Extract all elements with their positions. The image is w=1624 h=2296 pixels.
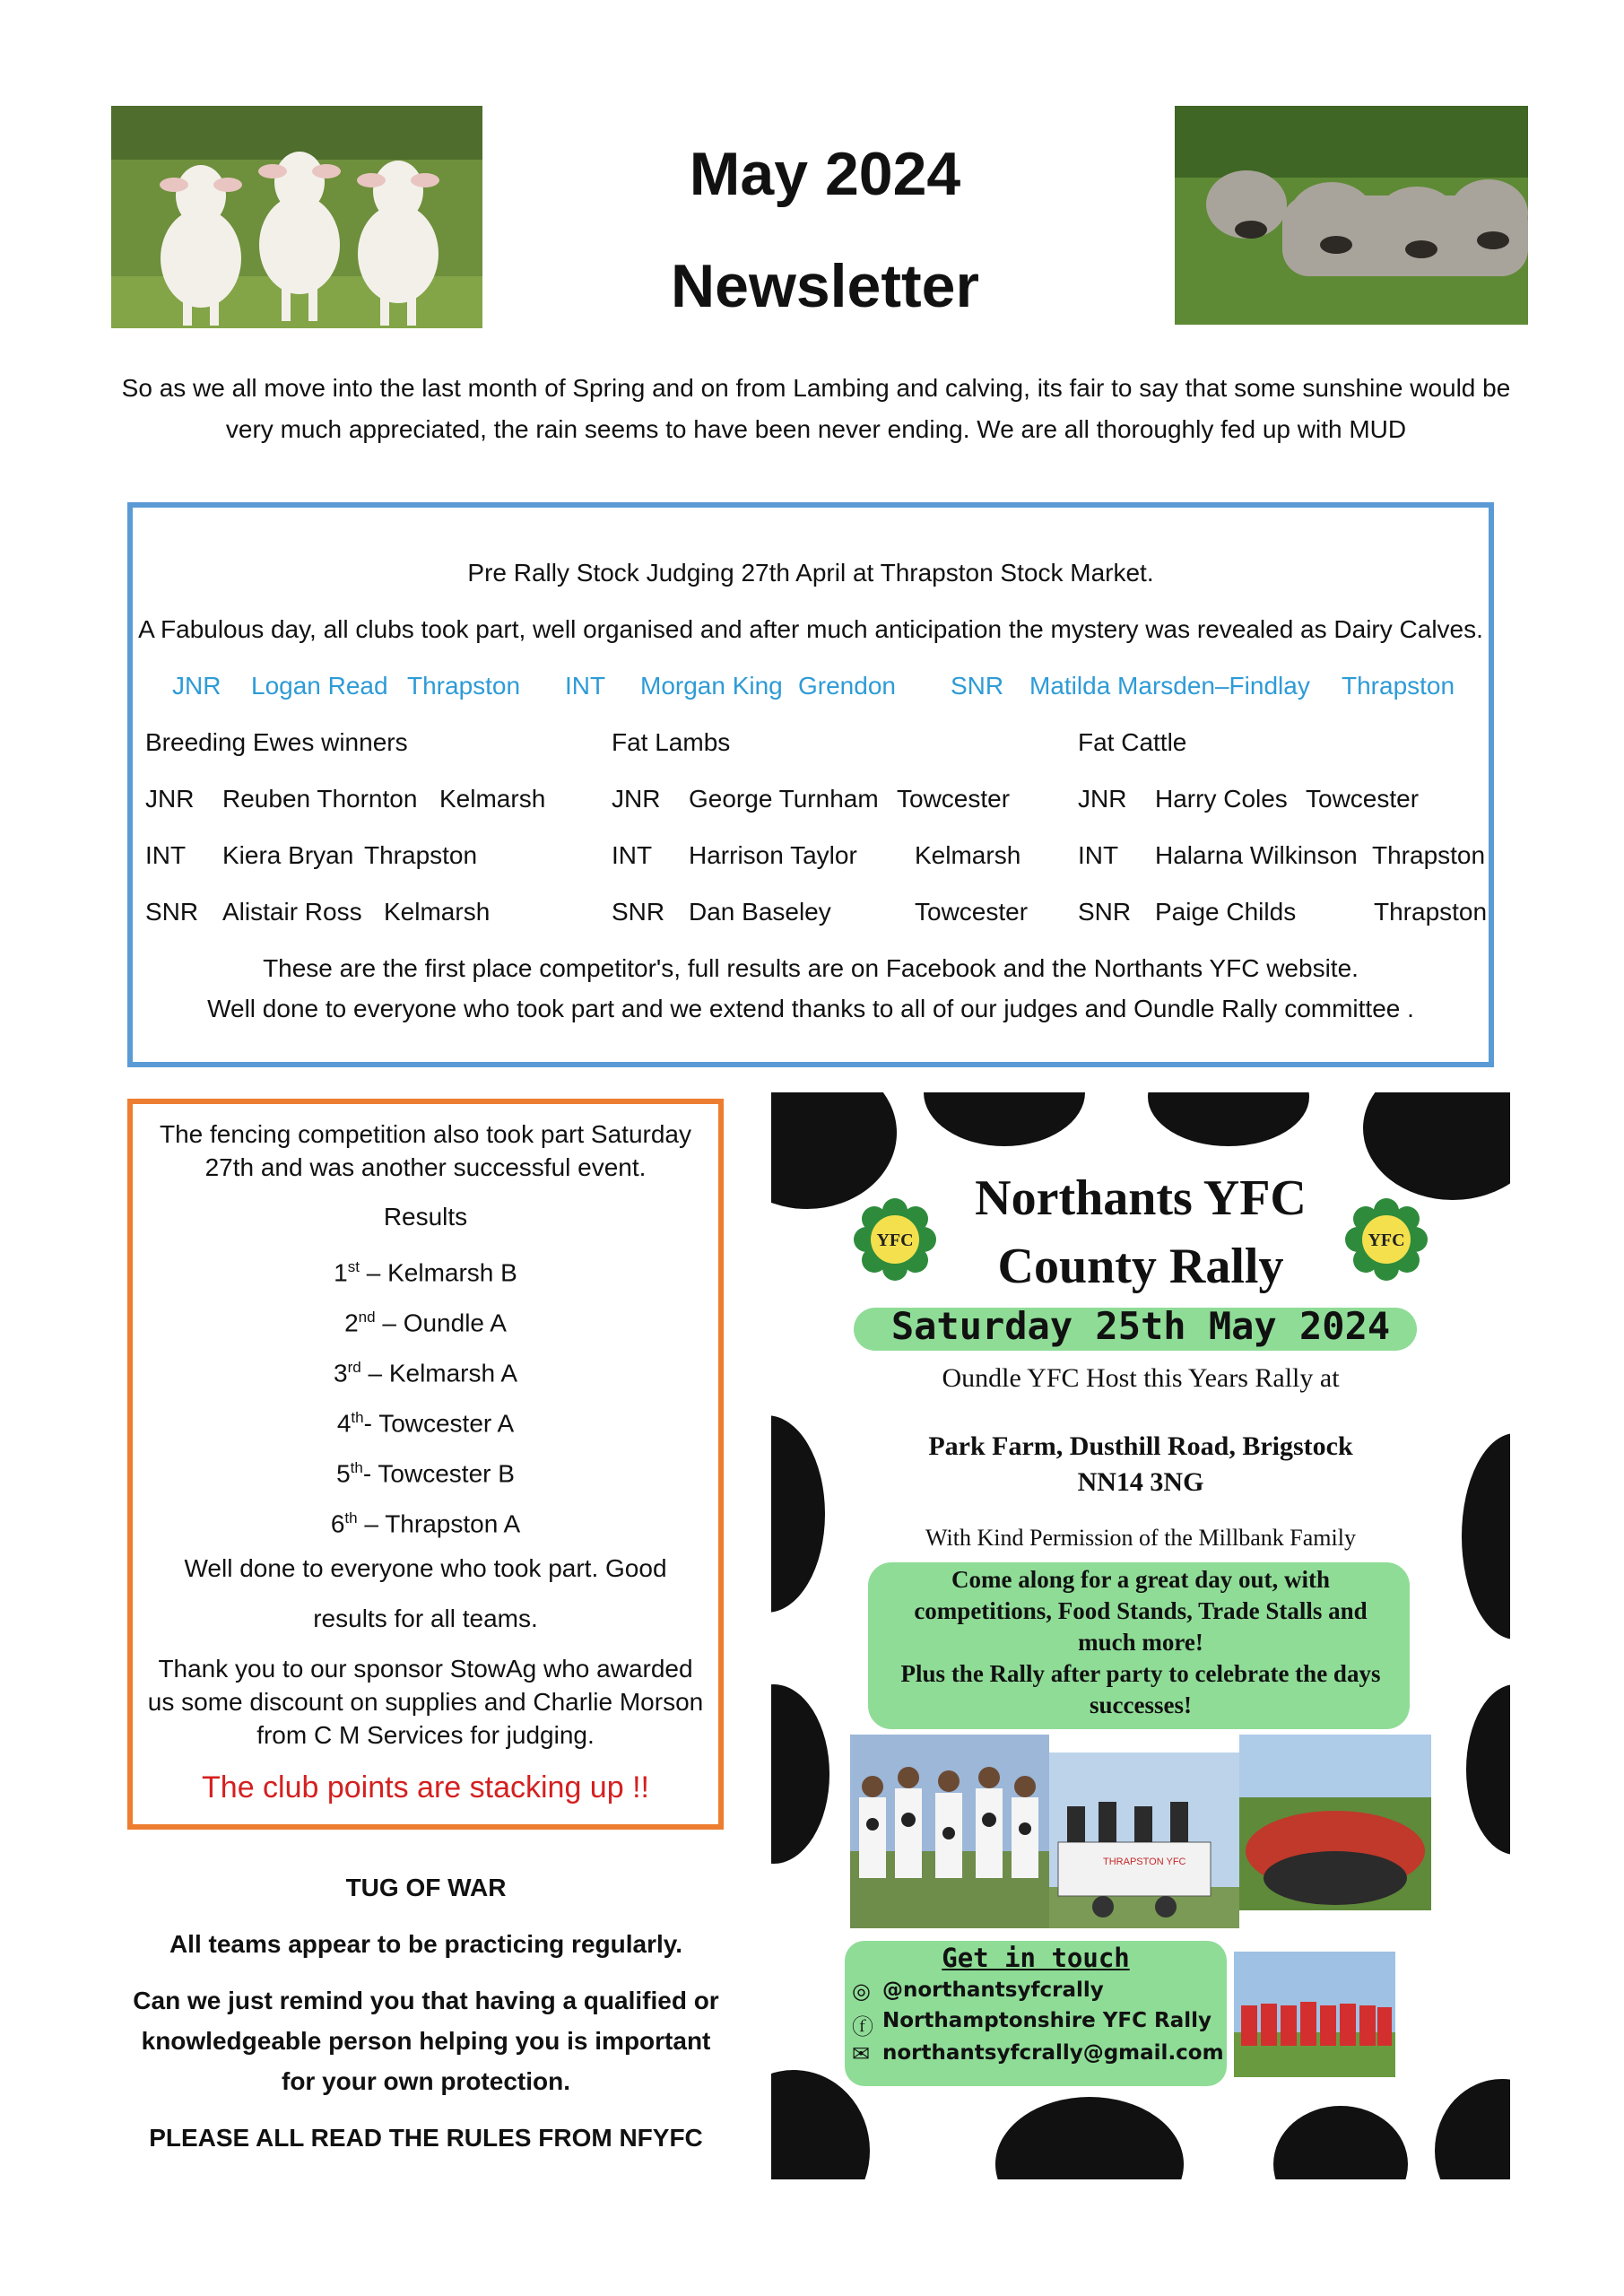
stock-judging-heading: Pre Rally Stock Judging 27th April at Thrapston Stock Market.: [467, 559, 1154, 587]
result-row: 6th – Thrapston A: [330, 1509, 521, 1538]
lambs-age: JNR: [612, 785, 661, 813]
cattle-club: Towcester: [1306, 785, 1420, 813]
tug-of-war-text: Can we just remind you that having a qualified or: [133, 1987, 719, 2014]
permission-text: With Kind Permission of the Millbank Family: [925, 1525, 1356, 1551]
instagram-icon: ◎: [852, 1979, 871, 2004]
results-label: Results: [383, 1203, 468, 1231]
venue-postcode: NN14 3NG: [1077, 1467, 1204, 1497]
tug-of-war-text: knowledgeable person helping you is important: [141, 2027, 711, 2055]
instagram-handle: @northantsyfcrally: [882, 1979, 1104, 2002]
dairy-club-int: Grendon: [798, 672, 896, 700]
facebook-page: Northamptonshire YFC Rally: [882, 2009, 1212, 2032]
result-row: 2nd – Oundle A: [344, 1309, 507, 1337]
tug-of-war-text: All teams appear to be practicing regularly.: [169, 1930, 683, 1958]
promo-text: much more!: [1078, 1629, 1203, 1656]
cattle-name: Halarna Wilkinson: [1155, 841, 1358, 869]
ewes-name: Kiera Bryan: [222, 841, 354, 869]
promo-text: Plus the Rally after party to celebrate the days: [900, 1660, 1381, 1687]
contact-heading: Get in touch: [942, 1943, 1130, 1973]
ewes-club: Kelmarsh: [384, 898, 491, 926]
dairy-name-jnr: Logan Read: [251, 672, 388, 700]
dairy-name-snr: Matilda Marsden–Findlay: [1029, 672, 1310, 700]
lambs-club: Kelmarsh: [915, 841, 1021, 869]
cattle-age: SNR: [1078, 898, 1132, 926]
dairy-club-jnr: Thrapston: [407, 672, 521, 700]
breeding-ewes-title: Breeding Ewes winners: [145, 728, 408, 756]
stock-judging-thanks: Well done to everyone who took part and we extend thanks to all of our judges and Oundle Rally committee .: [207, 995, 1414, 1022]
result-row: 5th- Towcester B: [336, 1459, 515, 1488]
svg-text:YFC: YFC: [876, 1231, 914, 1250]
ewes-name: Reuben Thornton: [222, 785, 418, 813]
result-row: 4th- Towcester A: [336, 1409, 515, 1438]
host-text: Oundle YFC Host this Years Rally at: [942, 1363, 1340, 1393]
intro-paragraph: So as we all move into the last month of Spring and on from Lambing and calving, its fair to say that some sunshine would be very much appreciated, the rain seems to have been never ending. We are all thoroughly fed up with MUD: [121, 374, 1511, 443]
well-done-text: Well done to everyone who took part. Good: [184, 1554, 667, 1582]
lambs-club: Towcester: [915, 898, 1029, 926]
ewes-age: SNR: [145, 898, 199, 926]
cattle-age: INT: [1078, 841, 1119, 869]
tug-of-war-rules: PLEASE ALL READ THE RULES FROM NFYFC: [149, 2124, 703, 2152]
fencing-box: [127, 1099, 724, 1830]
lambs-name: Harrison Taylor: [689, 841, 857, 869]
fat-cattle-title: Fat Cattle: [1078, 728, 1187, 756]
facebook-icon: ⓕ: [852, 2015, 873, 2039]
sponsor-thanks: Thank you to our sponsor StowAg who awarded: [158, 1655, 693, 1683]
newsletter-title: Newsletter: [671, 252, 979, 320]
cow-spot: [771, 2070, 870, 2179]
fencing-intro: 27th and was another successful event.: [204, 1153, 647, 1181]
fencing-intro: The fencing competition also took part Saturday: [159, 1120, 691, 1148]
cattle-name: Harry Coles: [1155, 785, 1288, 813]
tug-of-war-heading: TUG OF WAR: [345, 1874, 507, 1901]
dairy-age-jnr: JNR: [172, 672, 221, 700]
newsletter-month: May 2024: [689, 140, 961, 208]
rally-photo-team: [1234, 1952, 1395, 2077]
promo-text: Come along for a great day out, with: [951, 1566, 1330, 1593]
promo-text: successes!: [1090, 1692, 1192, 1718]
email-icon: ✉: [852, 2042, 871, 2066]
cattle-club: Thrapston: [1372, 841, 1486, 869]
lambs-name: Dan Baseley: [689, 898, 831, 926]
rally-photo-trailer: [1049, 1752, 1239, 1928]
result-row: 3rd – Kelmarsh A: [333, 1359, 517, 1387]
fat-lambs-title: Fat Lambs: [612, 728, 731, 756]
club-points-note: The club points are stacking up !!: [202, 1770, 649, 1805]
dairy-age-snr: SNR: [951, 672, 1004, 700]
tug-of-war-text: for your own protection.: [282, 2067, 570, 2095]
poster-title: Northants YFC: [975, 1170, 1307, 1226]
stock-judging-summary: A Fabulous day, all clubs took part, well organised and after much anticipation the mystery was revealed as Dairy Calves.: [138, 615, 1483, 643]
svg-text:YFC: YFC: [1368, 1231, 1405, 1250]
lambs-age: SNR: [612, 898, 665, 926]
dairy-club-snr: Thrapston: [1342, 672, 1455, 700]
sponsor-thanks: us some discount on supplies and Charlie Morson: [147, 1688, 704, 1716]
sponsor-thanks: from C M Services for judging.: [256, 1721, 595, 1749]
county-rally-poster: [771, 1092, 1510, 2179]
ewes-club: Kelmarsh: [439, 785, 546, 813]
poster-title: County Rally: [997, 1239, 1284, 1294]
ewes-club: Thrapston: [364, 841, 478, 869]
rally-date: Saturday 25th May 2024: [890, 1304, 1391, 1348]
cattle-age: JNR: [1078, 785, 1127, 813]
ewes-age: INT: [145, 841, 187, 869]
cow-spot: [1148, 1092, 1309, 1146]
svg-text:THRAPSTON YFC: THRAPSTON YFC: [1103, 1857, 1186, 1867]
venue-address: Park Farm, Dusthill Road, Brigstock: [928, 1431, 1353, 1461]
stock-judging-box: [127, 502, 1494, 1067]
rally-photo-group: [850, 1735, 1049, 1928]
promo-text: competitions, Food Stands, Trade Stalls and: [914, 1597, 1368, 1624]
contact-email: northantsyfcrally@gmail.com: [882, 2041, 1224, 2065]
stock-judging-footer: These are the first place competitor's, full results are on Facebook and the Northants YFC website.: [263, 954, 1359, 982]
well-done-text: results for all teams.: [313, 1605, 538, 1632]
lambs-club: Towcester: [897, 785, 1011, 813]
cattle-club: Thrapston: [1374, 898, 1488, 926]
ewes-name: Alistair Ross: [222, 898, 362, 926]
cow-spot: [995, 2097, 1184, 2179]
lambs-name: George Turnham: [689, 785, 879, 813]
cow-spot: [1435, 2079, 1510, 2179]
dairy-name-int: Morgan King: [640, 672, 783, 700]
calves-photo: [1175, 106, 1528, 325]
cow-spot: [924, 1092, 1085, 1146]
ewes-age: JNR: [145, 785, 195, 813]
lambs-photo: [111, 106, 482, 328]
result-row: 1st – Kelmarsh B: [334, 1258, 517, 1287]
lambs-age: INT: [612, 841, 653, 869]
cattle-name: Paige Childs: [1155, 898, 1297, 926]
rally-photo-crowd: [1239, 1735, 1431, 1910]
dairy-age-int: INT: [565, 672, 606, 700]
cow-spot: [1273, 2106, 1408, 2179]
